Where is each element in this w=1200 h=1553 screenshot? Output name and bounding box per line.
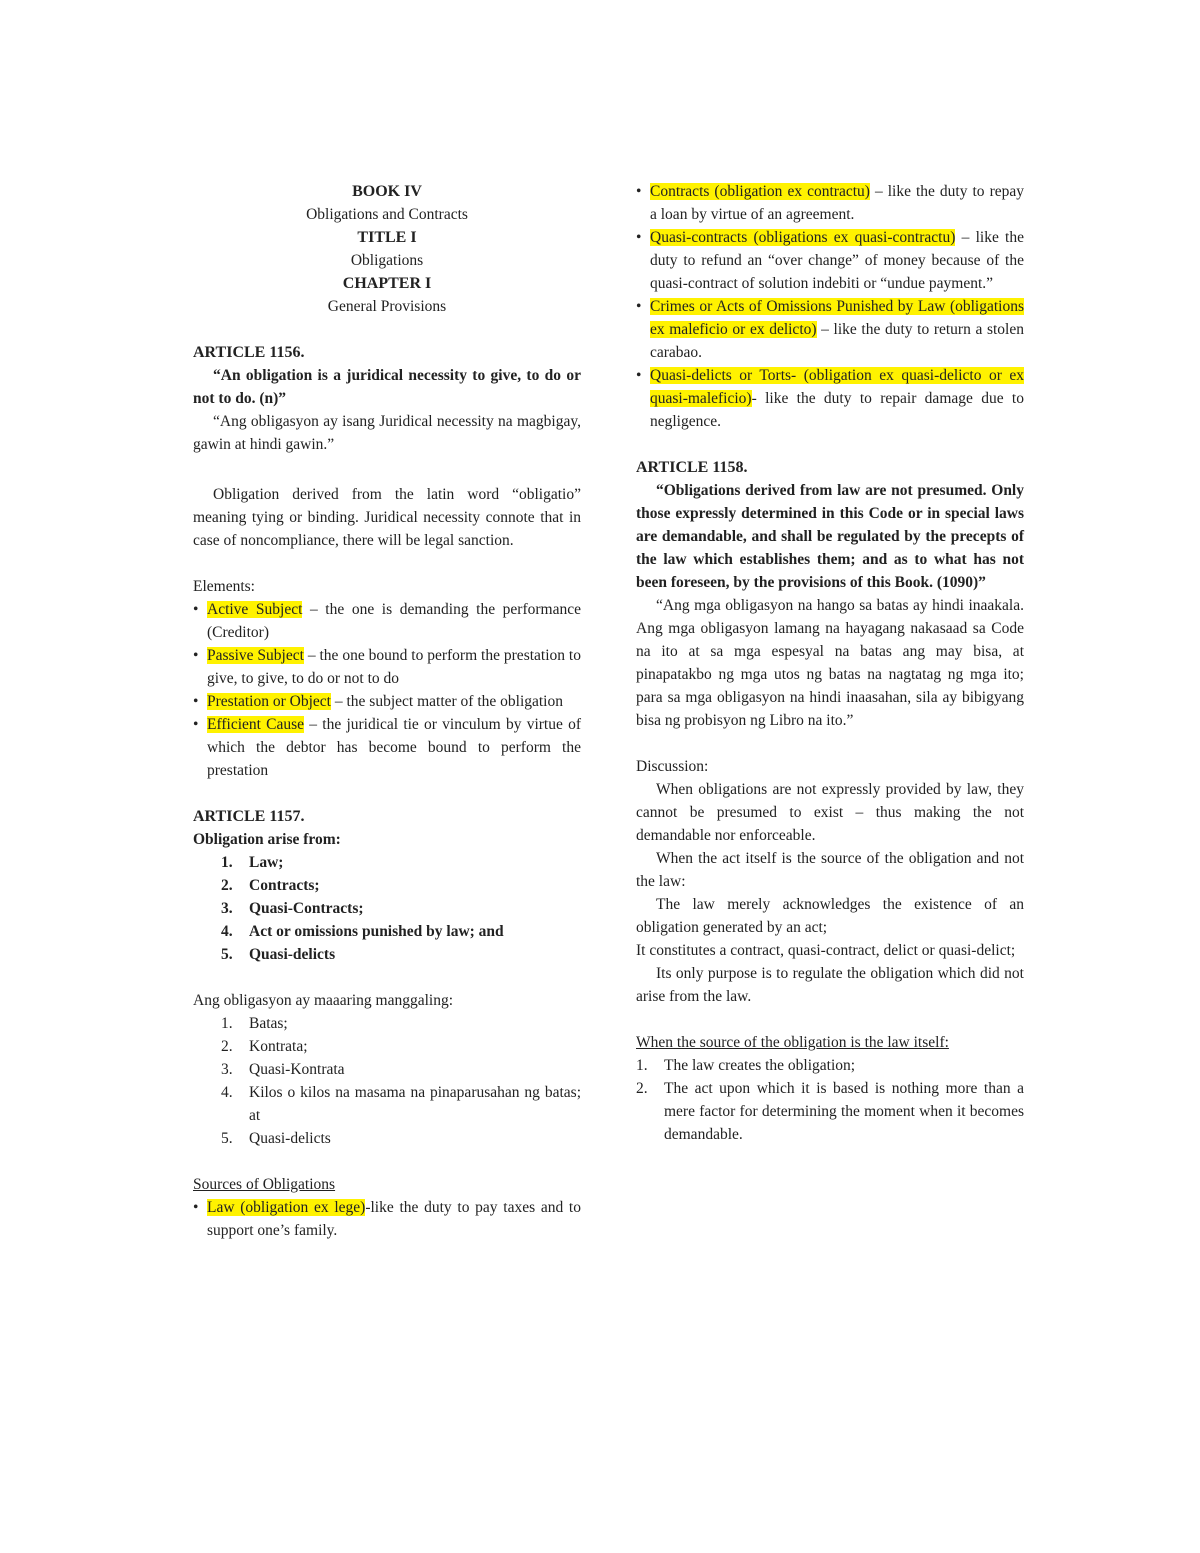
- list-item: [636, 226, 1024, 295]
- list-item: [636, 364, 1024, 433]
- left-column: [193, 180, 581, 1242]
- highlighted-term: Law (obligation ex lege): [207, 1199, 366, 1216]
- list-item: [193, 1196, 581, 1242]
- term-description: -like the duty to pay taxes and to support one’s family.: [207, 1199, 581, 1239]
- list-item-text: Law;: [249, 854, 284, 871]
- list-item: 1. Batas;: [221, 1015, 288, 1032]
- term-description: – like the duty to repay a loan by virtue of an agreement.: [650, 183, 1024, 223]
- sources-label: Sources of Obligations: [193, 1176, 336, 1193]
- discussion-paragraph: It constitutes a contract, quasi-contract, delict or quasi-delict;: [636, 942, 1016, 959]
- list-item-text: The act upon which it is based is nothing more than a mere factor for determining the moment when it becomes demandable.: [664, 1080, 1024, 1143]
- list-item: 3. Quasi-Contracts;: [221, 900, 364, 917]
- elements-label: Elements:: [193, 578, 255, 595]
- discussion-label: Discussion:: [636, 758, 709, 775]
- list-item-text: Contracts;: [249, 877, 320, 894]
- title-subtitle: Obligations: [350, 252, 424, 269]
- chapter-subtitle: General Provisions: [327, 298, 447, 315]
- list-item: 4. Kilos o kilos na masama na pinaparusahan ng batas; at: [221, 1084, 581, 1124]
- list-item: 1. Law;: [221, 854, 284, 871]
- article-1157-lead: Obligation arise from:: [193, 831, 341, 848]
- list-item: 2. Contracts;: [221, 877, 320, 894]
- discussion-paragraph: When obligations are not expressly provided by law, they cannot be presumed to exist – thus making the not demandable nor enforceable.: [636, 781, 1024, 844]
- list-item: 5. Quasi-delicts: [221, 1130, 331, 1147]
- elements-list: [193, 598, 581, 782]
- term-description: - like the duty to repair damage due to negligence.: [650, 390, 1024, 430]
- highlighted-term: Contracts (obligation ex contractu): [650, 183, 870, 200]
- chapter-heading: CHAPTER I: [342, 275, 432, 292]
- term-description: – the subject matter of the obligation: [330, 693, 563, 710]
- book-heading: BOOK IV: [352, 183, 422, 200]
- law-itself-list: [636, 1054, 1024, 1146]
- title-heading: TITLE I: [357, 229, 417, 246]
- highlighted-term: Quasi-contracts (obligations ex quasi-contractu): [650, 229, 956, 246]
- list-item: [636, 295, 1024, 364]
- highlighted-term: Prestation or Object: [207, 693, 331, 710]
- highlighted-term: Quasi-delicts or Torts- (obligation ex quasi-delicto or ex quasi-maleficio): [650, 367, 1024, 407]
- article-1156-explanation: Obligation derived from the latin word “obligatio” meaning tying or binding. Juridical necessity connote that in case of noncompliance, there will be legal sanction.: [193, 486, 581, 549]
- article-1156-heading: ARTICLE 1156.: [193, 344, 305, 361]
- list-item: [193, 644, 581, 690]
- law-itself-label: When the source of the obligation is the law itself:: [636, 1034, 949, 1051]
- article-1158-heading: ARTICLE 1158.: [636, 459, 748, 476]
- list-item-text: Batas;: [249, 1015, 288, 1032]
- article-1157-list: [193, 851, 581, 966]
- article-1156-tagalog: “Ang obligasyon ay isang Juridical necessity na magbigay, gawin at hindi gawin.”: [193, 413, 581, 453]
- list-item: 5. Quasi-delicts: [221, 946, 336, 963]
- list-item: 2. Kontrata;: [221, 1038, 308, 1055]
- discussion-paragraph: The law merely acknowledges the existence of an obligation generated by an act;: [636, 896, 1024, 936]
- article-1156-quote: “An obligation is a juridical necessity to give, to do or not to do. (n)”: [193, 367, 581, 407]
- term-description: – like the duty to refund an “over change” of money because of the quasi-contract of solution indebiti or “undue payment.”: [650, 229, 1024, 292]
- list-item: [193, 598, 581, 644]
- term-description: – the one bound to perform the prestation to give, to give, to do or not to do: [207, 647, 581, 687]
- highlighted-term: Passive Subject: [207, 647, 304, 664]
- article-1158-tagalog: “Ang mga obligasyon na hango sa batas ay hindi inaakala. Ang mga obligasyon lamang na hayagang nakasaad sa Code na ito at sa mga espesyal na batas ang may bisa, at pinapatakbo ng mga utos ng batas na nagtatag ng mga ito; para sa mga obligasyon na hindi inaasahan, sila ay bibigyang bisa ng probisyon ng Libro na ito.”: [636, 597, 1024, 729]
- right-column: [636, 180, 1024, 1146]
- list-item-text: Kilos o kilos na masama na pinaparusahan ng batas; at: [249, 1084, 581, 1124]
- list-item-text: Quasi-delicts: [249, 1130, 331, 1147]
- list-item: 2. The act upon which it is based is nothing more than a mere factor for determining the moment when it becomes demandable.: [636, 1080, 1024, 1143]
- list-item-text: Quasi-Contracts;: [249, 900, 364, 917]
- article-1157-tagalog-list: [193, 1012, 581, 1150]
- list-item: [193, 713, 581, 782]
- discussion-paragraph: When the act itself is the source of the obligation and not the law:: [636, 850, 1024, 890]
- sources-list-left: [193, 1196, 581, 1242]
- list-item-text: The law creates the obligation;: [664, 1057, 856, 1074]
- highlighted-term: Efficient Cause: [207, 716, 305, 733]
- sources-list-right: [636, 180, 1024, 433]
- discussion-paragraph: Its only purpose is to regulate the obligation which did not arise from the law.: [636, 965, 1024, 1005]
- highlighted-term: Active Subject: [207, 601, 303, 618]
- term-description: – like the duty to return a stolen carabao.: [650, 321, 1024, 361]
- article-1157-heading: ARTICLE 1157.: [193, 808, 305, 825]
- list-item-text: Quasi-delicts: [249, 946, 336, 963]
- list-item: 3. Quasi-Kontrata: [221, 1061, 345, 1078]
- term-description: – the juridical tie or vinculum by virtue of which the debtor has become bound to perform the prestation: [207, 716, 581, 779]
- list-item: [193, 690, 581, 713]
- highlighted-term: Crimes or Acts of Omissions Punished by Law (obligations ex maleficio or ex delicto): [650, 298, 1024, 338]
- list-item-text: Act or omissions punished by law; and: [249, 923, 504, 940]
- list-item-text: Kontrata;: [249, 1038, 308, 1055]
- list-item: 4. Act or omissions punished by law; and: [221, 923, 504, 940]
- term-description: – the one is demanding the performance (Creditor): [207, 601, 581, 641]
- list-item: 1. The law creates the obligation;: [636, 1057, 856, 1074]
- list-item: [636, 180, 1024, 226]
- article-1157-tagalog-lead: Ang obligasyon ay maaaring manggaling:: [193, 992, 453, 1009]
- article-1158-quote: “Obligations derived from law are not presumed. Only those expressly determined in this Code or in special laws are demandable, and shall be regulated by the precepts of the law which establishes them; and as to what has not been foreseen, by the provisions of this Book. (1090)”: [636, 482, 1024, 591]
- list-item-text: Quasi-Kontrata: [249, 1061, 345, 1078]
- book-subtitle: Obligations and Contracts: [306, 206, 468, 223]
